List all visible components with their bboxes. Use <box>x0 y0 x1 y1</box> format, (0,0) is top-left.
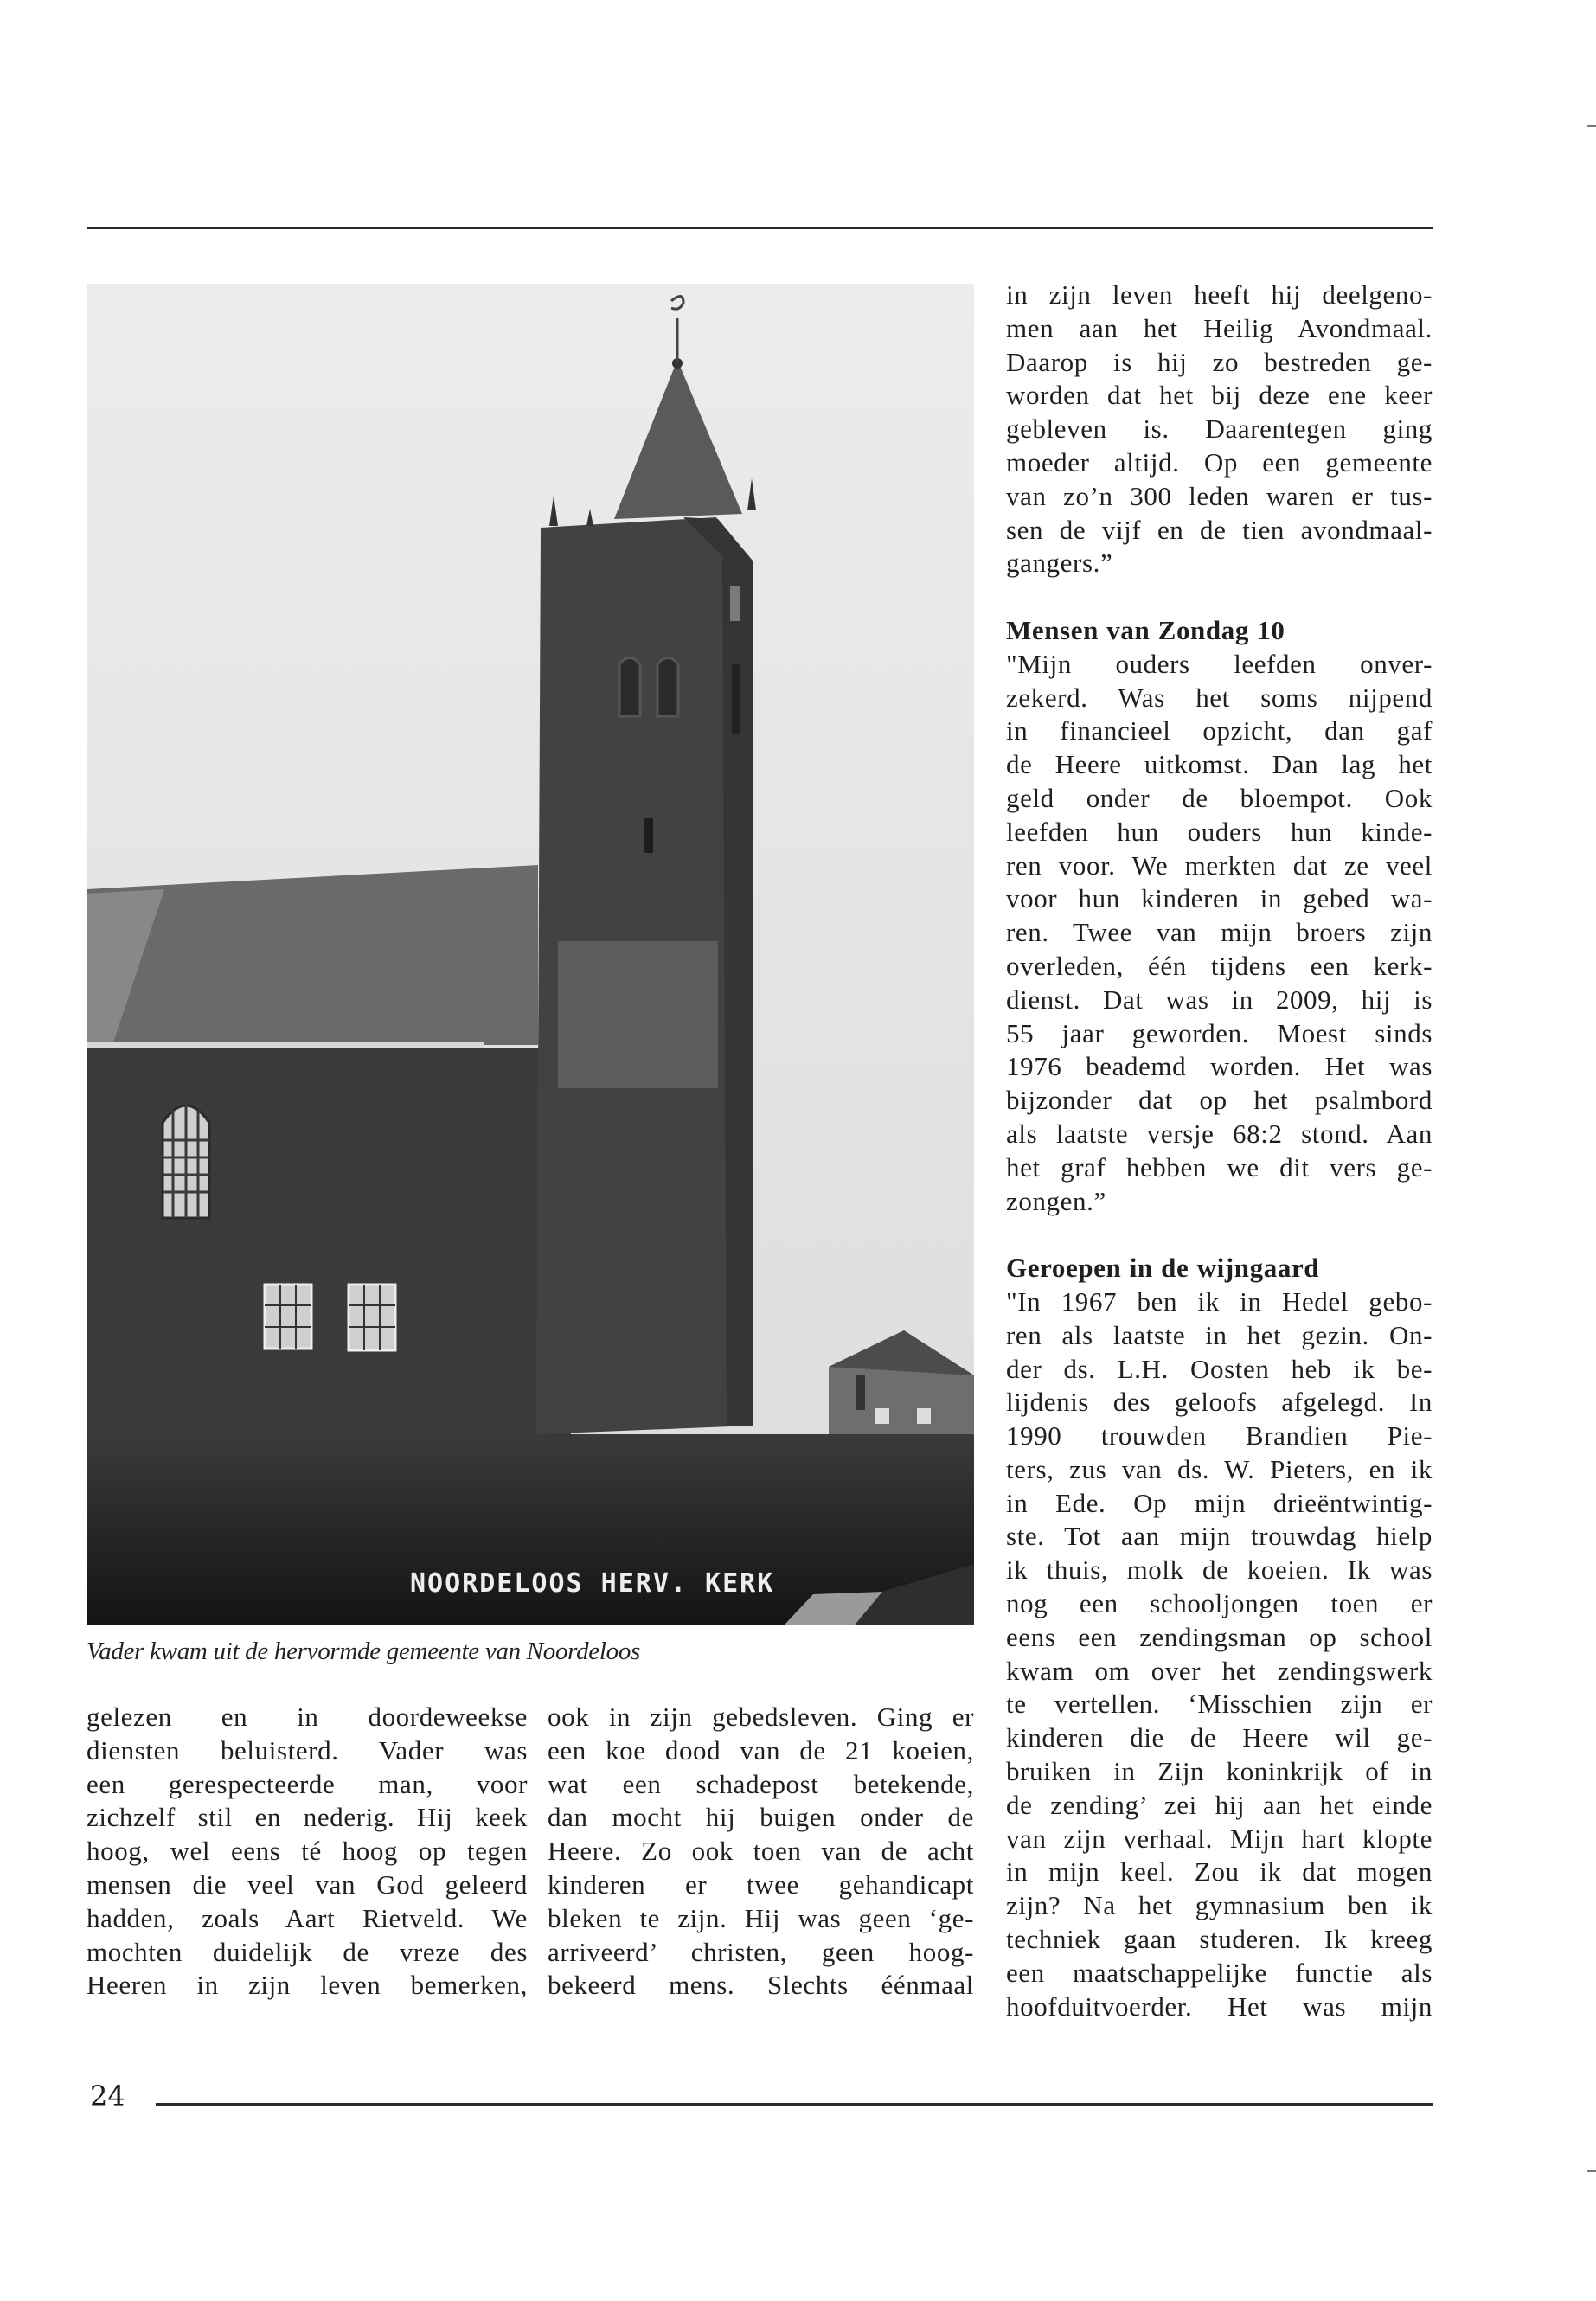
text-line: in financieel opzicht, dan gaf <box>1006 715 1433 747</box>
text-line: zongen.” <box>1006 1185 1106 1216</box>
photo-inscription: NOORDELOOS HERV. KERK <box>410 1568 775 1599</box>
text-line: wat een schadepost betekende, <box>548 1768 974 1799</box>
text-line: hoog, wel eens té hoog op tegen <box>87 1836 528 1867</box>
text-line: ook in zijn gebedsleven. Ging er <box>548 1702 974 1732</box>
text-line: dienst. Dat was in 2009, hij is <box>1006 984 1433 1015</box>
text-line: ren. Twee van mijn broers zijn <box>1006 917 1433 948</box>
text-line: men aan het Heilig Avondmaal. <box>1006 312 1433 343</box>
text-line: eens een zendingsman op school <box>1006 1621 1433 1652</box>
column-right <box>1006 279 1433 2023</box>
bottom-rule <box>156 2103 1433 2106</box>
text-line: mochten duidelijk de vreze des <box>87 1936 528 1967</box>
text-line: voor hun kinderen in gebed wa- <box>1006 883 1433 914</box>
text-line: zekerd. Was het soms nijpend <box>1006 682 1433 713</box>
text-line: de zending’ zei hij aan het einde <box>1006 1789 1433 1820</box>
text-line: mensen die veel van God geleerd <box>87 1868 528 1900</box>
text-line: dan mocht hij buigen onder de <box>548 1802 974 1833</box>
text-line: "In 1967 ben ik in Hedel gebo- <box>1006 1285 1433 1317</box>
text-line: de Heere uitkomst. Dan lag het <box>1006 749 1433 780</box>
text-line: te vertellen. ‘Misschien zijn er <box>1006 1689 1433 1720</box>
text-line: een gerespecteerde man, voor <box>87 1768 528 1799</box>
text-line: ren als laatste in het gezin. On- <box>1006 1319 1433 1350</box>
text-line: bruiken in Zijn koninkrijk of in <box>1006 1756 1433 1787</box>
text-line: geld onder de bloempot. Ook <box>1006 782 1433 813</box>
text-line: Daarop is hij zo bestreden ge- <box>1006 346 1433 377</box>
text-line: "Mijn ouders leefden onver- <box>1006 648 1433 679</box>
text-line: in Ede. Op mijn drieëntwintig- <box>1006 1487 1433 1518</box>
window-2 <box>349 1285 395 1350</box>
text-line: lijdenis des geloofs afgelegd. In <box>1006 1387 1433 1418</box>
photo-caption: Vader kwam uit de hervormde gemeente van Noordeloos <box>87 1638 641 1665</box>
crop-mark-top <box>1587 125 1596 127</box>
text-line: als laatste versje 68:2 stond. Aan <box>1006 1118 1433 1149</box>
text-line: moeder altijd. Op een gemeente <box>1006 446 1433 478</box>
church-photo <box>87 284 974 1625</box>
text-line: een koe dood van de 21 koeien, <box>548 1734 974 1766</box>
text-line: ik thuis, molk de koeien. Ik was <box>1006 1554 1433 1586</box>
text-line: ste. Tot aan mijn trouwdag hielp <box>1006 1521 1433 1552</box>
text-line: arriveerd’ christen, geen hoog- <box>548 1936 974 1967</box>
section-heading: Geroepen in de wijngaard <box>1006 1253 1320 1284</box>
text-line: een maatschappelijke functie als <box>1006 1957 1433 1988</box>
text-line: zijn? Na het gymnasium ben ik <box>1006 1890 1433 1921</box>
text-line: techniek gaan studeren. Ik kreeg <box>1006 1924 1433 1955</box>
paragraph-gap <box>1006 1218 1433 1252</box>
text-line: worden dat het bij deze ene keer <box>1006 380 1433 411</box>
text-line: van zijn verhaal. Mijn hart klopte <box>1006 1823 1433 1854</box>
text-line: gangers.” <box>1006 548 1113 579</box>
nave-wall <box>87 1048 571 1438</box>
text-line: 1976 beademd worden. Het was <box>1006 1051 1433 1082</box>
section-heading: Mensen van Zondag 10 <box>1006 614 1285 645</box>
text-line: 1990 trouwden Brandien Pie- <box>1006 1420 1433 1452</box>
text-line: in zijn leven heeft hij deelgeno- <box>1006 279 1433 310</box>
text-line: bekeerd mens. Slechts éénmaal <box>548 1970 974 2001</box>
text-line: ren voor. We merkten dat ze veel <box>1006 849 1433 881</box>
text-line: van zo’n 300 leden waren er tus- <box>1006 480 1433 511</box>
text-line: Heeren in zijn leven bemerken, <box>87 1970 528 2001</box>
paragraph-gap <box>1006 580 1433 614</box>
column-middle <box>548 1701 974 2003</box>
text-line: bijzonder dat op het psalmbord <box>1006 1085 1433 1116</box>
column-left <box>87 1701 528 2003</box>
text-line: nog een schooljongen toen er <box>1006 1588 1433 1619</box>
text-line: Heere. Zo ook toen van de acht <box>548 1836 974 1867</box>
text-line: overleden, één tijdens een kerk- <box>1006 950 1433 981</box>
window-1 <box>265 1285 311 1349</box>
text-line: 55 jaar geworden. Moest sinds <box>1006 1017 1433 1048</box>
text-line: bleken te zijn. Hij was geen ‘ge- <box>548 1902 974 1933</box>
text-line: hoofduitvoerder. Het was mijn <box>1006 1990 1433 2022</box>
text-line: ters, zus van ds. W. Pieters, en ik <box>1006 1453 1433 1484</box>
text-line: diensten beluisterd. Vader was <box>87 1734 528 1766</box>
page-number: 24 <box>90 2080 125 2112</box>
text-line: hadden, zoals Aart Rietveld. We <box>87 1902 528 1933</box>
text-line: gebleven is. Daarentegen ging <box>1006 413 1433 445</box>
top-rule <box>87 227 1433 229</box>
text-line: gelezen en in doordeweekse <box>87 1702 528 1732</box>
text-line: zichzelf stil en nederig. Hij keek <box>87 1802 528 1833</box>
crop-mark-bottom <box>1587 2170 1596 2172</box>
text-line: sen de vijf en de tien avondmaal- <box>1006 514 1433 545</box>
text-line: der ds. L.H. Oosten heb ik be- <box>1006 1353 1433 1384</box>
text-line: kinderen die de Heere wil ge- <box>1006 1722 1433 1753</box>
text-line: in mijn keel. Zou ik dat mogen <box>1006 1856 1433 1888</box>
text-line: kinderen er twee gehandicapt <box>548 1868 974 1900</box>
text-line: leefden hun ouders hun kinde- <box>1006 816 1433 847</box>
text-line: kwam om over het zendingswerk <box>1006 1655 1433 1686</box>
text-line: het graf hebben we dit vers ge- <box>1006 1151 1433 1183</box>
